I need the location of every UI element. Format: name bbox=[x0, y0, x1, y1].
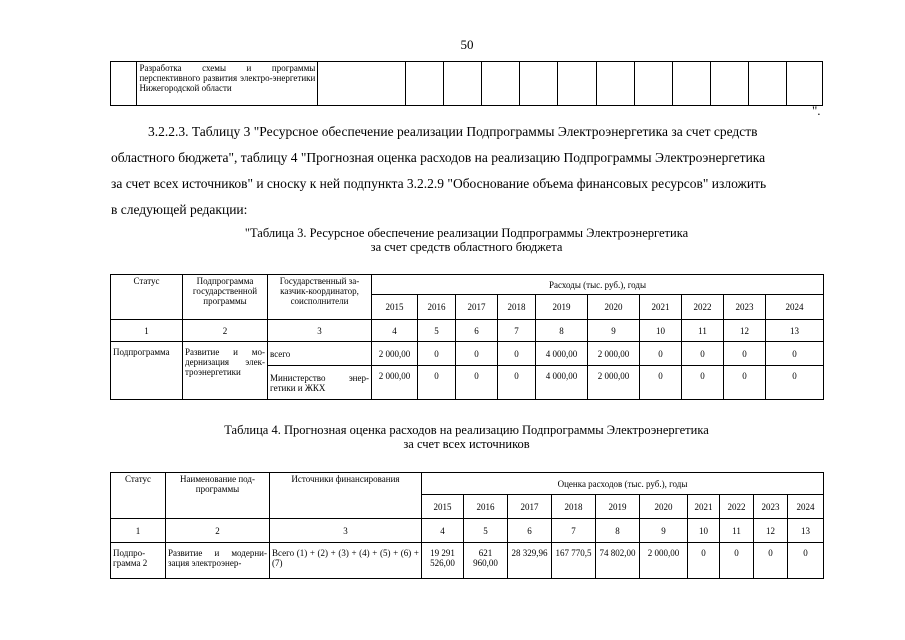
table4-header-status: Статус bbox=[111, 473, 166, 519]
table3-caption-line1: "Таблица 3. Ресурсное обеспечение реализации Подпрограммы Электроэнергетика bbox=[244, 226, 689, 240]
table3-col-number: 9 bbox=[588, 320, 640, 342]
table4-source-value: Всего (1) + (2) + (3) + (4) + (5) + (6) + (7) bbox=[270, 543, 422, 579]
table4-col-number: 13 bbox=[788, 519, 824, 543]
paragraph bbox=[111, 119, 831, 223]
paragraph-line: за счет всех источников" и сноску к ней подпункта 3.2.2.9 "Обоснование объема финансовых ресурсов" изложить bbox=[111, 176, 767, 191]
table3-value: 0 bbox=[766, 342, 824, 366]
table3-value: 0 bbox=[498, 366, 536, 400]
table3-value: 0 bbox=[456, 366, 498, 400]
table3-col-number: 1 bbox=[111, 320, 183, 342]
table4-value: 19 291 526,00 bbox=[422, 543, 464, 579]
table3-col-number: 4 bbox=[372, 320, 418, 342]
table3-value: 0 bbox=[640, 342, 682, 366]
table4-col-number: 5 bbox=[464, 519, 508, 543]
table3-year: 2015 bbox=[372, 295, 418, 320]
table3-value: 2 000,00 bbox=[588, 342, 640, 366]
table3-value: 2 000,00 bbox=[372, 366, 418, 400]
table3-header-status: Статус bbox=[111, 275, 183, 320]
table3-value: 0 bbox=[682, 366, 724, 400]
table4-value: 2 000,00 bbox=[640, 543, 688, 579]
table4-value: 28 329,96 bbox=[508, 543, 552, 579]
table3-year: 2018 bbox=[498, 295, 536, 320]
table4-col-number: 3 bbox=[270, 519, 422, 543]
table4-year: 2020 bbox=[640, 495, 688, 519]
table4-year: 2024 bbox=[788, 495, 824, 519]
table3-caption-line2: за счет средств областного бюджета bbox=[370, 240, 563, 254]
table3-col-number: 7 bbox=[498, 320, 536, 342]
table3-value: 0 bbox=[418, 342, 456, 366]
table3-source: Министерство энер-гетики и ЖКХ bbox=[268, 366, 372, 400]
table3-value: 0 bbox=[456, 342, 498, 366]
table3-col-number: 6 bbox=[456, 320, 498, 342]
table4-year: 2021 bbox=[688, 495, 720, 519]
table3-value: 0 bbox=[640, 366, 682, 400]
table4-col-number: 4 bbox=[422, 519, 464, 543]
table4-col-number: 11 bbox=[720, 519, 754, 543]
table3-year: 2021 bbox=[640, 295, 682, 320]
table3-year: 2022 bbox=[682, 295, 724, 320]
table4-year: 2017 bbox=[508, 495, 552, 519]
table4-value: 167 770,5 bbox=[552, 543, 596, 579]
table4-col-number: 1 bbox=[111, 519, 166, 543]
table3-year: 2017 bbox=[456, 295, 498, 320]
table4-year: 2018 bbox=[552, 495, 596, 519]
table3-value: 4 000,00 bbox=[536, 342, 588, 366]
table3-value: 2 000,00 bbox=[588, 366, 640, 400]
table3-col-number: 3 bbox=[268, 320, 372, 342]
paragraph-line: в следующей редакции: bbox=[111, 202, 248, 217]
table4-year: 2015 bbox=[422, 495, 464, 519]
table4-year: 2022 bbox=[720, 495, 754, 519]
table3-year: 2019 bbox=[536, 295, 588, 320]
table3-col-number: 8 bbox=[536, 320, 588, 342]
table4-value: 621 960,00 bbox=[464, 543, 508, 579]
table3-header-subprogram: Подпрограмма государственной программы bbox=[183, 275, 268, 320]
table4-status-value: Подпро-грамма 2 bbox=[111, 543, 166, 579]
top-table-row-text: Разработка схемы и программы перспективного развития электро-энергетики Нижегородской области bbox=[137, 62, 318, 106]
table3-year: 2023 bbox=[724, 295, 766, 320]
page-number: 50 bbox=[460, 37, 474, 52]
table3-value: 4 000,00 bbox=[536, 366, 588, 400]
table4-value: 0 bbox=[720, 543, 754, 579]
table4-col-number: 10 bbox=[688, 519, 720, 543]
table4-value: 0 bbox=[688, 543, 720, 579]
table4-value: 0 bbox=[754, 543, 788, 579]
table3-col-number: 2 bbox=[183, 320, 268, 342]
table4-col-number: 8 bbox=[596, 519, 640, 543]
table4-col-number: 2 bbox=[166, 519, 270, 543]
table3-caption bbox=[110, 226, 823, 254]
table4-col-number: 12 bbox=[754, 519, 788, 543]
table3-value: 0 bbox=[418, 366, 456, 400]
top-table bbox=[110, 61, 823, 106]
table3-value: 2 000,00 bbox=[372, 342, 418, 366]
table3-subprogram-value: Развитие и мо-дернизация элек-троэнергетики bbox=[183, 342, 268, 400]
table3-col-number: 11 bbox=[682, 320, 724, 342]
table3-year: 2016 bbox=[418, 295, 456, 320]
table3 bbox=[110, 274, 824, 400]
table3-col-number: 5 bbox=[418, 320, 456, 342]
paragraph-line: областного бюджета", таблицу 4 "Прогнозная оценка расходов на реализацию Подпрограммы Электроэнергетика bbox=[111, 150, 766, 165]
table4-header-estimate: Оценка расходов (тыс. руб.), годы bbox=[422, 473, 824, 495]
table3-value: 0 bbox=[498, 342, 536, 366]
table4-year: 2016 bbox=[464, 495, 508, 519]
quote-close: ". bbox=[812, 103, 821, 118]
table4-header-sources: Источники финансирования bbox=[270, 473, 422, 519]
table4 bbox=[110, 472, 824, 579]
table4-year: 2019 bbox=[596, 495, 640, 519]
table3-value: 0 bbox=[724, 366, 766, 400]
table4-caption-line2: за счет всех источников bbox=[403, 437, 530, 451]
top-table-cell bbox=[111, 62, 137, 106]
table4-col-number: 9 bbox=[640, 519, 688, 543]
table3-col-number: 10 bbox=[640, 320, 682, 342]
table3-status-value: Подпрограмма bbox=[111, 342, 183, 400]
table3-source: всего bbox=[268, 342, 372, 366]
table3-col-number: 12 bbox=[724, 320, 766, 342]
table4-caption bbox=[110, 423, 823, 451]
table4-col-number: 6 bbox=[508, 519, 552, 543]
table4-caption-line1: Таблица 4. Прогнозная оценка расходов на реализацию Подпрограммы Электроэнергетика bbox=[224, 423, 709, 437]
table3-value: 0 bbox=[724, 342, 766, 366]
table3-year: 2020 bbox=[588, 295, 640, 320]
table4-value: 0 bbox=[788, 543, 824, 579]
table3-value: 0 bbox=[766, 366, 824, 400]
table3-header-expenses: Расходы (тыс. руб.), годы bbox=[372, 275, 824, 295]
table4-value: 74 802,00 bbox=[596, 543, 640, 579]
table3-header-customer: Государственный за-казчик-координатор, соисполнители bbox=[268, 275, 372, 320]
table4-year: 2023 bbox=[754, 495, 788, 519]
table4-name-value: Развитие и модерни-зация электроэнер- bbox=[166, 543, 270, 579]
table3-col-number: 13 bbox=[766, 320, 824, 342]
paragraph-line: 3.2.2.3. Таблицу 3 "Ресурсное обеспечение реализации Подпрограммы Электроэнергетика за счет средств bbox=[148, 124, 758, 139]
table4-col-number: 7 bbox=[552, 519, 596, 543]
table4-header-name: Наименование под-программы bbox=[166, 473, 270, 519]
table3-year: 2024 bbox=[766, 295, 824, 320]
table3-value: 0 bbox=[682, 342, 724, 366]
